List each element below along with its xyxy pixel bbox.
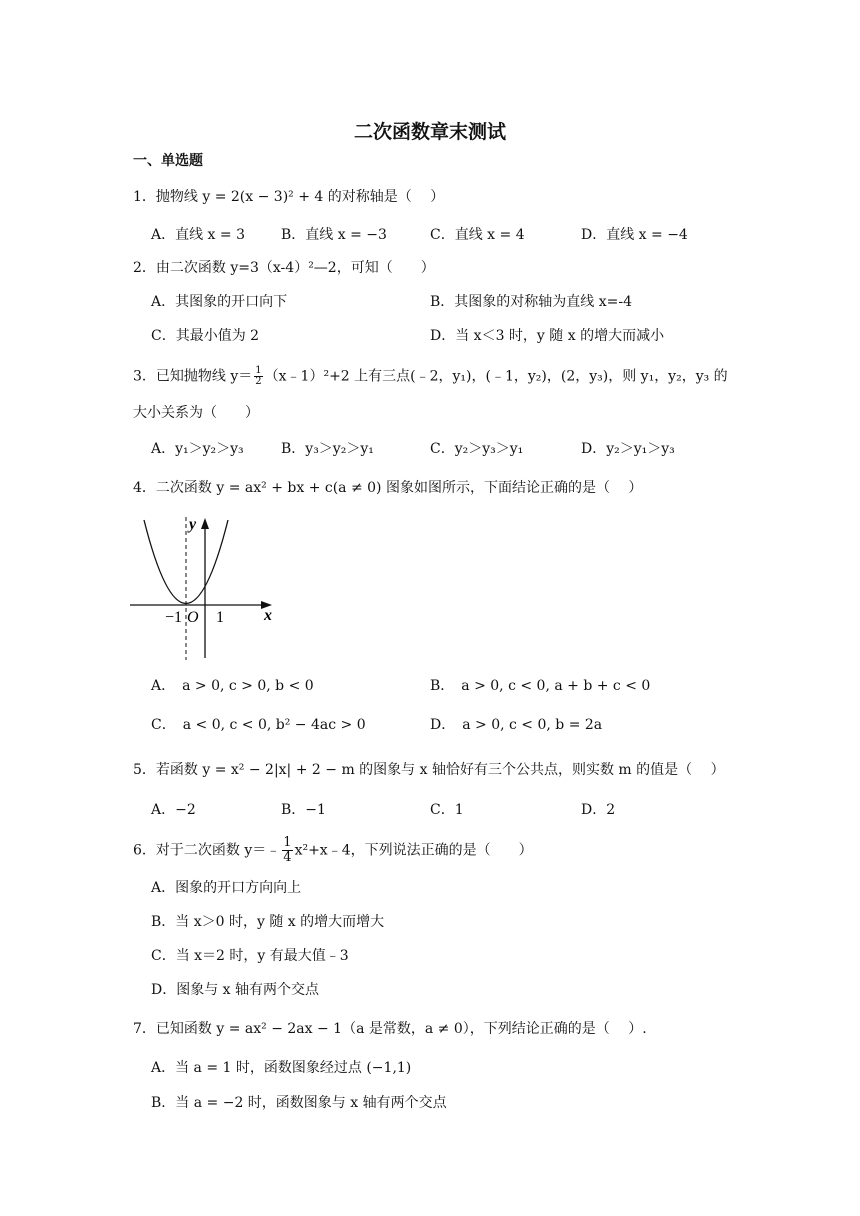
section-heading: 一、单选题 <box>133 153 203 169</box>
q3-fraction-denominator: 2 <box>255 376 262 387</box>
q6-option-b: B．当 x＞0 时，y 随 x 的增大而增大 <box>151 914 385 930</box>
q2-option-d: D．当 x＜3 时，y 随 x 的增大而减小 <box>430 328 665 344</box>
q6-stem-pre: 6．对于二次函数 y＝﹣ <box>133 842 281 859</box>
q3-fraction-numerator: 1 <box>255 365 262 376</box>
q6-option-d: D．图象与 x 轴有两个交点 <box>151 982 320 998</box>
q3-stem <box>133 366 728 387</box>
q3-option-c: C．y₂＞y₃＞y₁ <box>430 441 524 457</box>
q5-stem: 5．若函数 y = x² − 2|x| + 2 − m 的图象与 x 轴恰好有三个公共点，则实数 m 的值是（ ） <box>133 762 725 778</box>
q5-option-a: A．−2 <box>151 802 196 818</box>
q3-option-a: A．y₁＞y₂＞y₃ <box>151 441 244 457</box>
q5-option-c: C．1 <box>430 802 464 818</box>
q1-stem: 1．抛物线 y = 2(x − 3)² + 4 的对称轴是（ ） <box>133 189 445 205</box>
q6-stem-post: x²+x﹣4，下列说法正确的是（ ） <box>294 842 533 859</box>
tick-label-neg-one: −1 <box>165 609 183 626</box>
q6-fraction-numerator: 1 <box>283 835 292 850</box>
q6-stem <box>133 836 533 865</box>
q5-option-b: B．−1 <box>281 802 326 818</box>
q6-option-a: A．图象的开口方向向上 <box>151 880 302 896</box>
q7-stem: 7．已知函数 y = ax² − 2ax − 1（a 是常数，a ≠ 0），下列结论正确的是（ ）. <box>133 1021 647 1037</box>
q5-option-d: D．2 <box>581 802 616 818</box>
q1-option-c: C．直线 x = 4 <box>430 227 525 243</box>
q3-stem-post: （x﹣1）²+2 上有三点(﹣2，y₁)，(﹣1，y₂)，(2，y₃)，则 y₁，y₂，y₃ 的 <box>264 368 728 385</box>
q4-option-a: A． a > 0, c > 0, b < 0 <box>151 678 314 694</box>
q7-option-b: B．当 a = −2 时，函数图象与 x 轴有两个交点 <box>151 1095 447 1111</box>
q4-option-b: B． a > 0, c < 0, a + b + c < 0 <box>430 678 651 694</box>
q7-option-a: A．当 a = 1 时，函数图象经过点 (−1,1) <box>151 1060 412 1076</box>
q3-fraction <box>254 366 262 387</box>
q2-option-a: A．其图象的开口向下 <box>151 294 288 310</box>
q3-stem-line2: 大小关系为（ ） <box>133 405 259 421</box>
x-axis-label: x <box>264 607 272 624</box>
tick-label-one: 1 <box>216 609 224 626</box>
q4-option-d: D． a > 0, c < 0, b = 2a <box>430 717 603 733</box>
q2-option-b: B．其图象的对称轴为直线 x=-4 <box>430 294 633 310</box>
q6-fraction <box>282 836 292 865</box>
q2-option-c: C．其最小值为 2 <box>151 328 260 344</box>
q3-option-b: B．y₃＞y₂＞y₁ <box>281 441 374 457</box>
q1-option-b: B．直线 x = −3 <box>281 227 387 243</box>
q3-stem-pre: 3．已知抛物线 y＝ <box>133 368 253 385</box>
page-title: 二次函数章末测试 <box>353 121 506 143</box>
origin-label: O <box>187 609 199 626</box>
q4-parabola-graph <box>125 512 280 662</box>
q1-option-a: A．直线 x = 3 <box>151 227 245 243</box>
y-axis-label: y <box>189 516 197 533</box>
q3-option-d: D．y₂＞y₁＞y₃ <box>581 441 675 457</box>
q2-stem: 2．由二次函数 y=3（x-4）²—2，可知（ ） <box>133 260 435 276</box>
q6-fraction-denominator: 4 <box>283 850 292 865</box>
q1-option-d: D．直线 x = −4 <box>581 227 688 243</box>
q4-option-c: C． a < 0, c < 0, b² − 4ac > 0 <box>151 717 366 733</box>
q4-stem: 4．二次函数 y = ax² + bx + c(a ≠ 0) 图象如图所示，下面结论正确的是（ ） <box>133 480 643 496</box>
q6-option-c: C．当 x＝2 时，y 有最大值﹣3 <box>151 948 349 964</box>
y-axis-arrow <box>201 518 209 529</box>
